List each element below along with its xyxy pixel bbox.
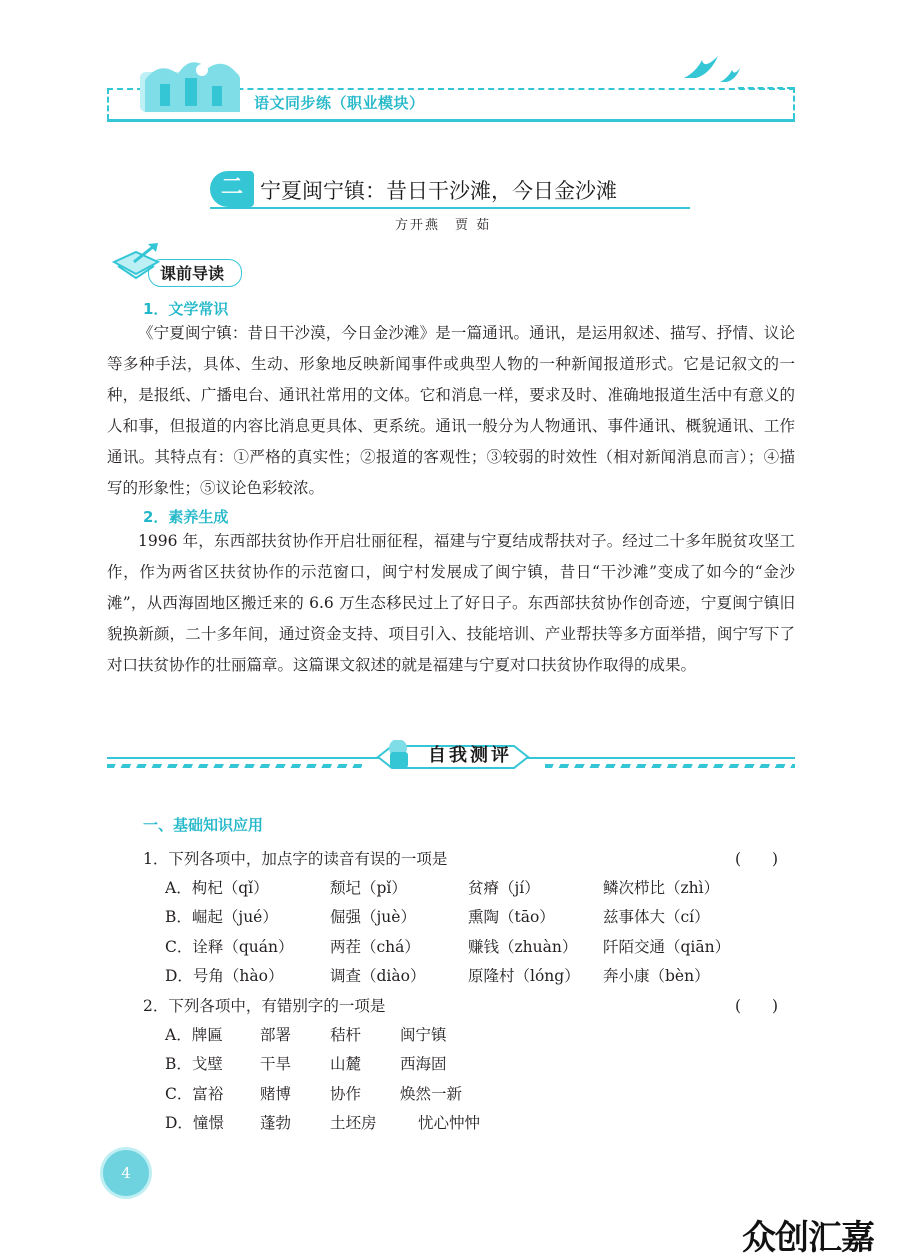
banner-dash-right bbox=[545, 764, 795, 768]
literacy-heading: 2．素养生成 bbox=[143, 508, 229, 526]
q1-option-a-4: 鳞次栉比（zhì） bbox=[603, 879, 720, 897]
q1-option-c-1: C．诠释（quán） bbox=[165, 938, 294, 956]
q1-option-a-2: 颓圮（pǐ） bbox=[330, 879, 407, 897]
birds-icon bbox=[682, 52, 742, 88]
header-right-edge bbox=[793, 87, 795, 119]
question-2-answer-blank[interactable]: ( ) bbox=[735, 997, 779, 1015]
page-number: 4 bbox=[103, 1150, 149, 1196]
q1-option-b-2: 倔强（juè） bbox=[330, 908, 416, 926]
q2-option-b-4: 西海固 bbox=[400, 1055, 447, 1073]
q2-option-d-2: 蓬勃 bbox=[260, 1114, 292, 1132]
banner-line-left bbox=[107, 757, 379, 759]
q1-option-c-2: 两茬（chá） bbox=[330, 938, 420, 956]
watermark: 众创汇嘉 bbox=[742, 1218, 874, 1258]
q2-option-a-4: 闽宁镇 bbox=[400, 1026, 447, 1044]
q1-option-a-3: 贫瘠（jí） bbox=[468, 879, 540, 897]
q1-option-b-3: 熏陶（tāo） bbox=[468, 908, 555, 926]
literary-knowledge-heading: 1．文学常识 bbox=[143, 300, 229, 318]
question-2-stem: 2．下列各项中，有错别字的一项是 bbox=[143, 997, 386, 1015]
part1-heading: 一、基础知识应用 bbox=[143, 816, 264, 834]
q2-option-d-4: 忧心忡忡 bbox=[418, 1114, 481, 1132]
q2-option-c-1: C．富裕 bbox=[165, 1085, 224, 1103]
header-right-dash bbox=[738, 87, 793, 91]
q2-option-a-2: 部署 bbox=[260, 1026, 292, 1044]
book-title: 语文同步练（职业模块） bbox=[254, 94, 425, 112]
q2-option-a-3: 秸杆 bbox=[330, 1026, 362, 1044]
q2-option-d-1: D．憧憬 bbox=[165, 1114, 224, 1132]
q1-option-d-3: 原隆村（lóng） bbox=[468, 967, 580, 985]
question-1-stem: 1．下列各项中，加点字的读音有误的一项是 bbox=[143, 850, 448, 868]
header-underline bbox=[107, 119, 795, 122]
literary-knowledge-text: 《宁夏闽宁镇：昔日干沙漠，今日金沙滩》是一篇通讯。通讯，是运用叙述、描写、抒情、议论等多种手法，具体、生动、形象地反映新闻事件或典型人物的一种新闻报道形式。它是记叙文的一种，是报纸、广播电台、通讯社常用的文体。它和消息一样，要求及时、准确地报道生活中有意义的人和事，但报道的内容比消息更具体、更系统。通讯一般分为人物通讯、事件通讯、概貌通讯、工作通讯。其特点有：①严格的真实性；②报道的客观性；③较弱的时效性（相对新闻消息而言）；④描写的形象性；⑤议论色彩较浓。 bbox=[107, 324, 795, 497]
q1-option-d-2: 调查（diào） bbox=[330, 967, 426, 985]
article-authors: 方开燕 贾 茹 bbox=[395, 218, 492, 233]
q2-option-a-1: A．牌匾 bbox=[165, 1026, 223, 1044]
self-test-banner: 自我测评 bbox=[428, 745, 512, 766]
title-underline bbox=[210, 207, 690, 209]
q2-option-d-3: 土坯房 bbox=[330, 1114, 377, 1132]
q1-option-d-1: D．号角（hào） bbox=[165, 967, 284, 985]
q2-option-c-2: 赌博 bbox=[260, 1085, 292, 1103]
q1-option-c-3: 赚钱（zhuàn） bbox=[468, 938, 578, 956]
castle-illustration-icon bbox=[140, 52, 245, 114]
q1-option-b-1: B．崛起（jué） bbox=[165, 908, 278, 926]
q2-option-c-3: 协作 bbox=[330, 1085, 362, 1103]
banner-dash-left bbox=[107, 764, 362, 768]
q1-option-b-4: 兹事体大（cí） bbox=[603, 908, 710, 926]
q1-option-c-4: 阡陌交通（qiān） bbox=[603, 938, 731, 956]
q1-option-d-4: 奔小康（bèn） bbox=[603, 967, 710, 985]
q2-option-b-2: 干旱 bbox=[260, 1055, 292, 1073]
q1-option-a-1: A．枸杞（qǐ） bbox=[165, 879, 269, 897]
article-title: 宁夏闽宁镇：昔日干沙滩，今日金沙滩 bbox=[260, 179, 617, 203]
book-arrow-icon bbox=[110, 240, 164, 284]
q2-option-b-1: B．戈壁 bbox=[165, 1055, 223, 1073]
preview-tag-label: 课前导读 bbox=[160, 264, 225, 283]
question-1-answer-blank[interactable]: ( ) bbox=[735, 850, 779, 868]
article-number-badge: 二 bbox=[210, 171, 254, 207]
q2-option-b-3: 山麓 bbox=[330, 1055, 362, 1073]
q2-option-c-4: 焕然一新 bbox=[400, 1085, 463, 1103]
banner-line-right bbox=[527, 757, 795, 759]
literacy-text: 1996 年，东西部扶贫协作开启壮丽征程，福建与宁夏结成帮扶对子。经过二十多年脱贫攻坚工作，作为两省区扶贫协作的示范窗口，闽宁村发展成了闽宁镇，昔日“干沙滩”变成了如今的“金沙滩”，从西海固地区搬迁来的 6.6 万生态移民过上了好日子。东西部扶贫协作创奇迹，宁夏闽宁镇旧貌换新颜，二十多年间，通过资金支持、项目引入、技能培训、产业帮扶等多方面举措，闽宁写下了对口扶贫协作的壮丽篇章。这篇课文叙述的就是福建与宁夏对口扶贫协作取得的成果。 bbox=[107, 532, 795, 674]
